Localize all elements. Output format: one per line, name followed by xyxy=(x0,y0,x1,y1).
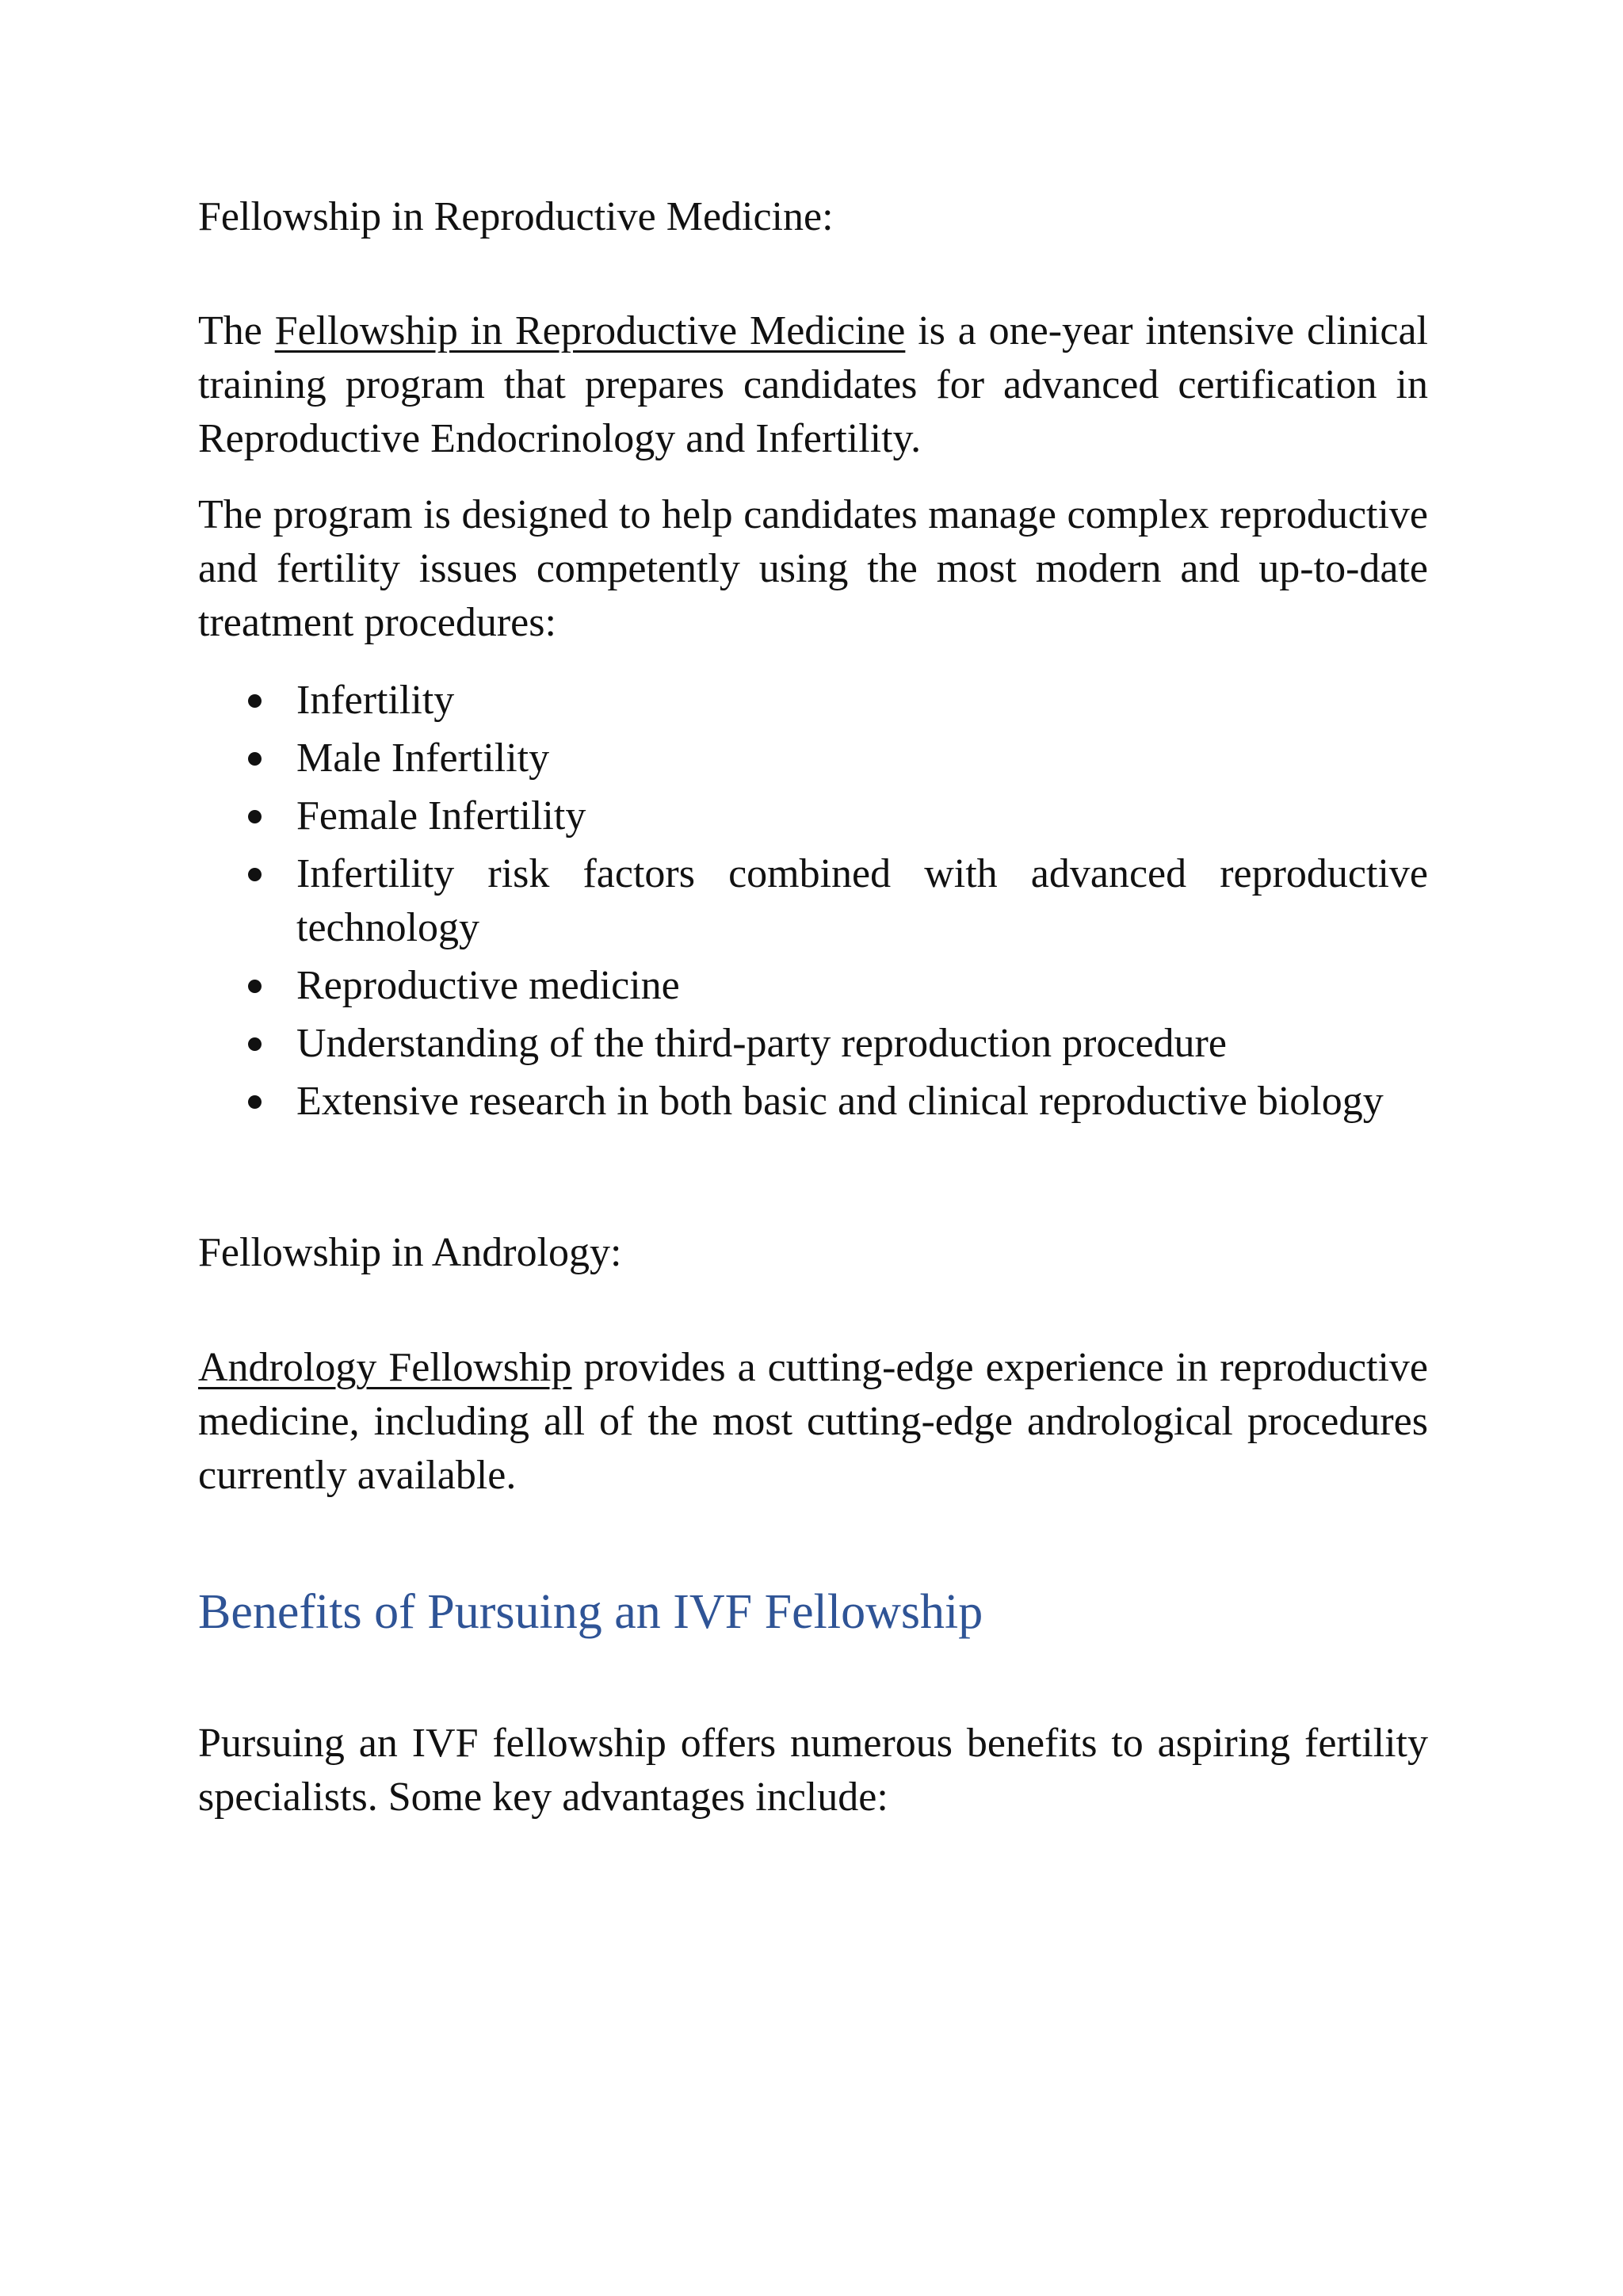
list-item xyxy=(198,1075,1428,1129)
bullet-icon xyxy=(248,868,262,881)
list-item-text: Infertility xyxy=(296,678,455,723)
paragraph-program-description: The program is designed to help candidates manage complex reproductive and fertility issues competently using the most modern and up-to-date treatment procedures: xyxy=(198,492,1428,645)
treatment-procedures-list xyxy=(198,674,1428,1129)
list-item xyxy=(198,789,1428,843)
paragraph-suffix: is a one-year intensive clinical training program that prepares candidates for advanced certification in Reproductive Endocrinology and Infertility. xyxy=(198,308,1429,461)
list-item-text: Female Infertility xyxy=(296,793,586,839)
bullet-icon xyxy=(248,810,262,823)
bullet-icon xyxy=(248,980,262,993)
list-item-text: Infertility risk factors combined with advanced reproductive technology xyxy=(296,851,1428,950)
bullet-icon xyxy=(248,694,262,708)
list-item-text: Reproductive medicine xyxy=(296,963,680,1008)
section-heading-reproductive-medicine: Fellowship in Reproductive Medicine: xyxy=(198,194,834,239)
list-item xyxy=(198,674,1428,728)
section-heading-andrology: Fellowship in Andrology: xyxy=(198,1230,622,1275)
list-item xyxy=(198,959,1428,1013)
paragraph-benefits: Pursuing an IVF fellowship offers numerous benefits to aspiring fertility specialists. Some key advantages include: xyxy=(198,1721,1428,1820)
document-content xyxy=(198,190,1428,1824)
paragraph-andrology xyxy=(198,1341,1428,1503)
list-item-text: Male Infertility xyxy=(296,735,550,781)
section-heading-benefits: Benefits of Pursuing an IVF Fellowship xyxy=(198,1585,983,1639)
bullet-icon xyxy=(248,1095,262,1109)
list-item-text: Understanding of the third-party reproduction procedure xyxy=(296,1021,1227,1066)
reproductive-medicine-fellowship-link[interactable]: Fellowship in Reproductive Medicine xyxy=(274,308,906,353)
paragraph-prefix: The xyxy=(198,308,275,353)
bullet-icon xyxy=(248,1037,262,1051)
list-item xyxy=(198,1017,1428,1071)
list-item xyxy=(198,732,1428,785)
paragraph-suffix: provides a cutting-edge experience in reproductive medicine, including all of the most cutting-edge andrological procedures currently available. xyxy=(198,1345,1428,1498)
list-item-text: Extensive research in both basic and clinical reproductive biology xyxy=(296,1079,1384,1124)
list-item xyxy=(198,847,1428,955)
paragraph-fellowship-intro xyxy=(198,304,1428,466)
andrology-fellowship-link[interactable]: Andrology Fellowship xyxy=(198,1345,572,1390)
bullet-icon xyxy=(248,752,262,766)
